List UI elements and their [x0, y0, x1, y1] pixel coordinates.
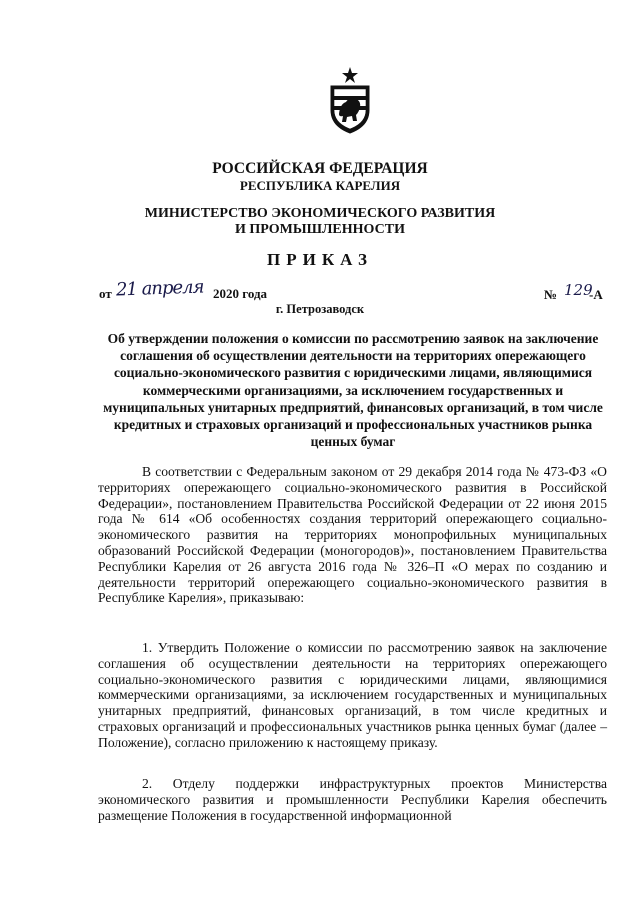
date-year: 2020 года — [213, 286, 268, 301]
city-line: г. Петрозаводск — [275, 302, 365, 316]
paragraph-text: 2. Отделу поддержки инфраструктурных проектов Министерства экономического развития и промышленности Республики Карелия обеспечить размещение Положения в государственной информационной — [98, 776, 607, 823]
handwritten-number: 129 — [564, 281, 593, 299]
number-suffix: -А — [589, 287, 603, 302]
date-prefix: от — [99, 286, 112, 301]
coat-of-arms-icon — [326, 66, 374, 134]
paragraph-text: В соответствии с Федеральным законом от 29 декабря 2014 года № 473-ФЗ «О территориях опережающего социально-экономического развития в Российской Федерации», постановлением Правительства Российской Федерации от 22 июня 2015 года № 614 «Об особенностях создания территорий опережающего социально-экономического развития на территориях монопрофильных муниципальных образований Российской Федерации (моногородов)», постановлением Правительства Республики Карелия от 26 августа 2016 года № 326–П «О мерах по созданию и деятельности территорий опережающего социально-экономического развития в Республике Карелия», приказываю: — [98, 464, 607, 606]
republic-heading: РЕСПУБЛИКА КАРЕЛИЯ — [239, 178, 401, 193]
country-heading: РОССИЙСКАЯ ФЕДЕРАЦИЯ — [212, 160, 428, 177]
body-paragraph-preamble — [98, 464, 607, 606]
ministry-heading-line2: И ПРОМЫШЛЕННОСТИ — [235, 222, 405, 237]
body-paragraph-item-2 — [98, 776, 607, 823]
number-prefix: № — [544, 287, 558, 302]
document-type-heading: ПРИКАЗ — [267, 250, 373, 269]
body-paragraph-item-1 — [98, 640, 607, 751]
handwritten-date: 21 апреля — [115, 276, 204, 301]
ministry-heading-line1: МИНИСТЕРСТВО ЭКОНОМИЧЕСКОГО РАЗВИТИЯ — [144, 206, 496, 221]
paragraph-text: 1. Утвердить Положение о комиссии по рассмотрению заявок на заключение соглашения об осуществлении деятельности на территориях опережающего социально-экономического развития с юридическими лицами, являющимися коммерческими организациями, за исключением государственных и муниципальных унитарных предприятий, финансовых организаций, в том числе кредитных и страховых организаций и профессиональных участников рынка ценных бумаг (далее – Положение), согласно приложению к настоящему приказу. — [98, 640, 607, 750]
order-title: Об утверждении положения о комиссии по рассмотрению заявок на заключение соглашения об осуществлении деятельности на территориях опережающего социально-экономического развития с юридическими лицами, являющимися коммерческими организациями, за исключением государственных и муниципальных унитарных предприятий, финансовых организаций, в том числе кредитных и страховых организаций и профессиональных участников рынка ценных бумаг — [103, 331, 603, 450]
